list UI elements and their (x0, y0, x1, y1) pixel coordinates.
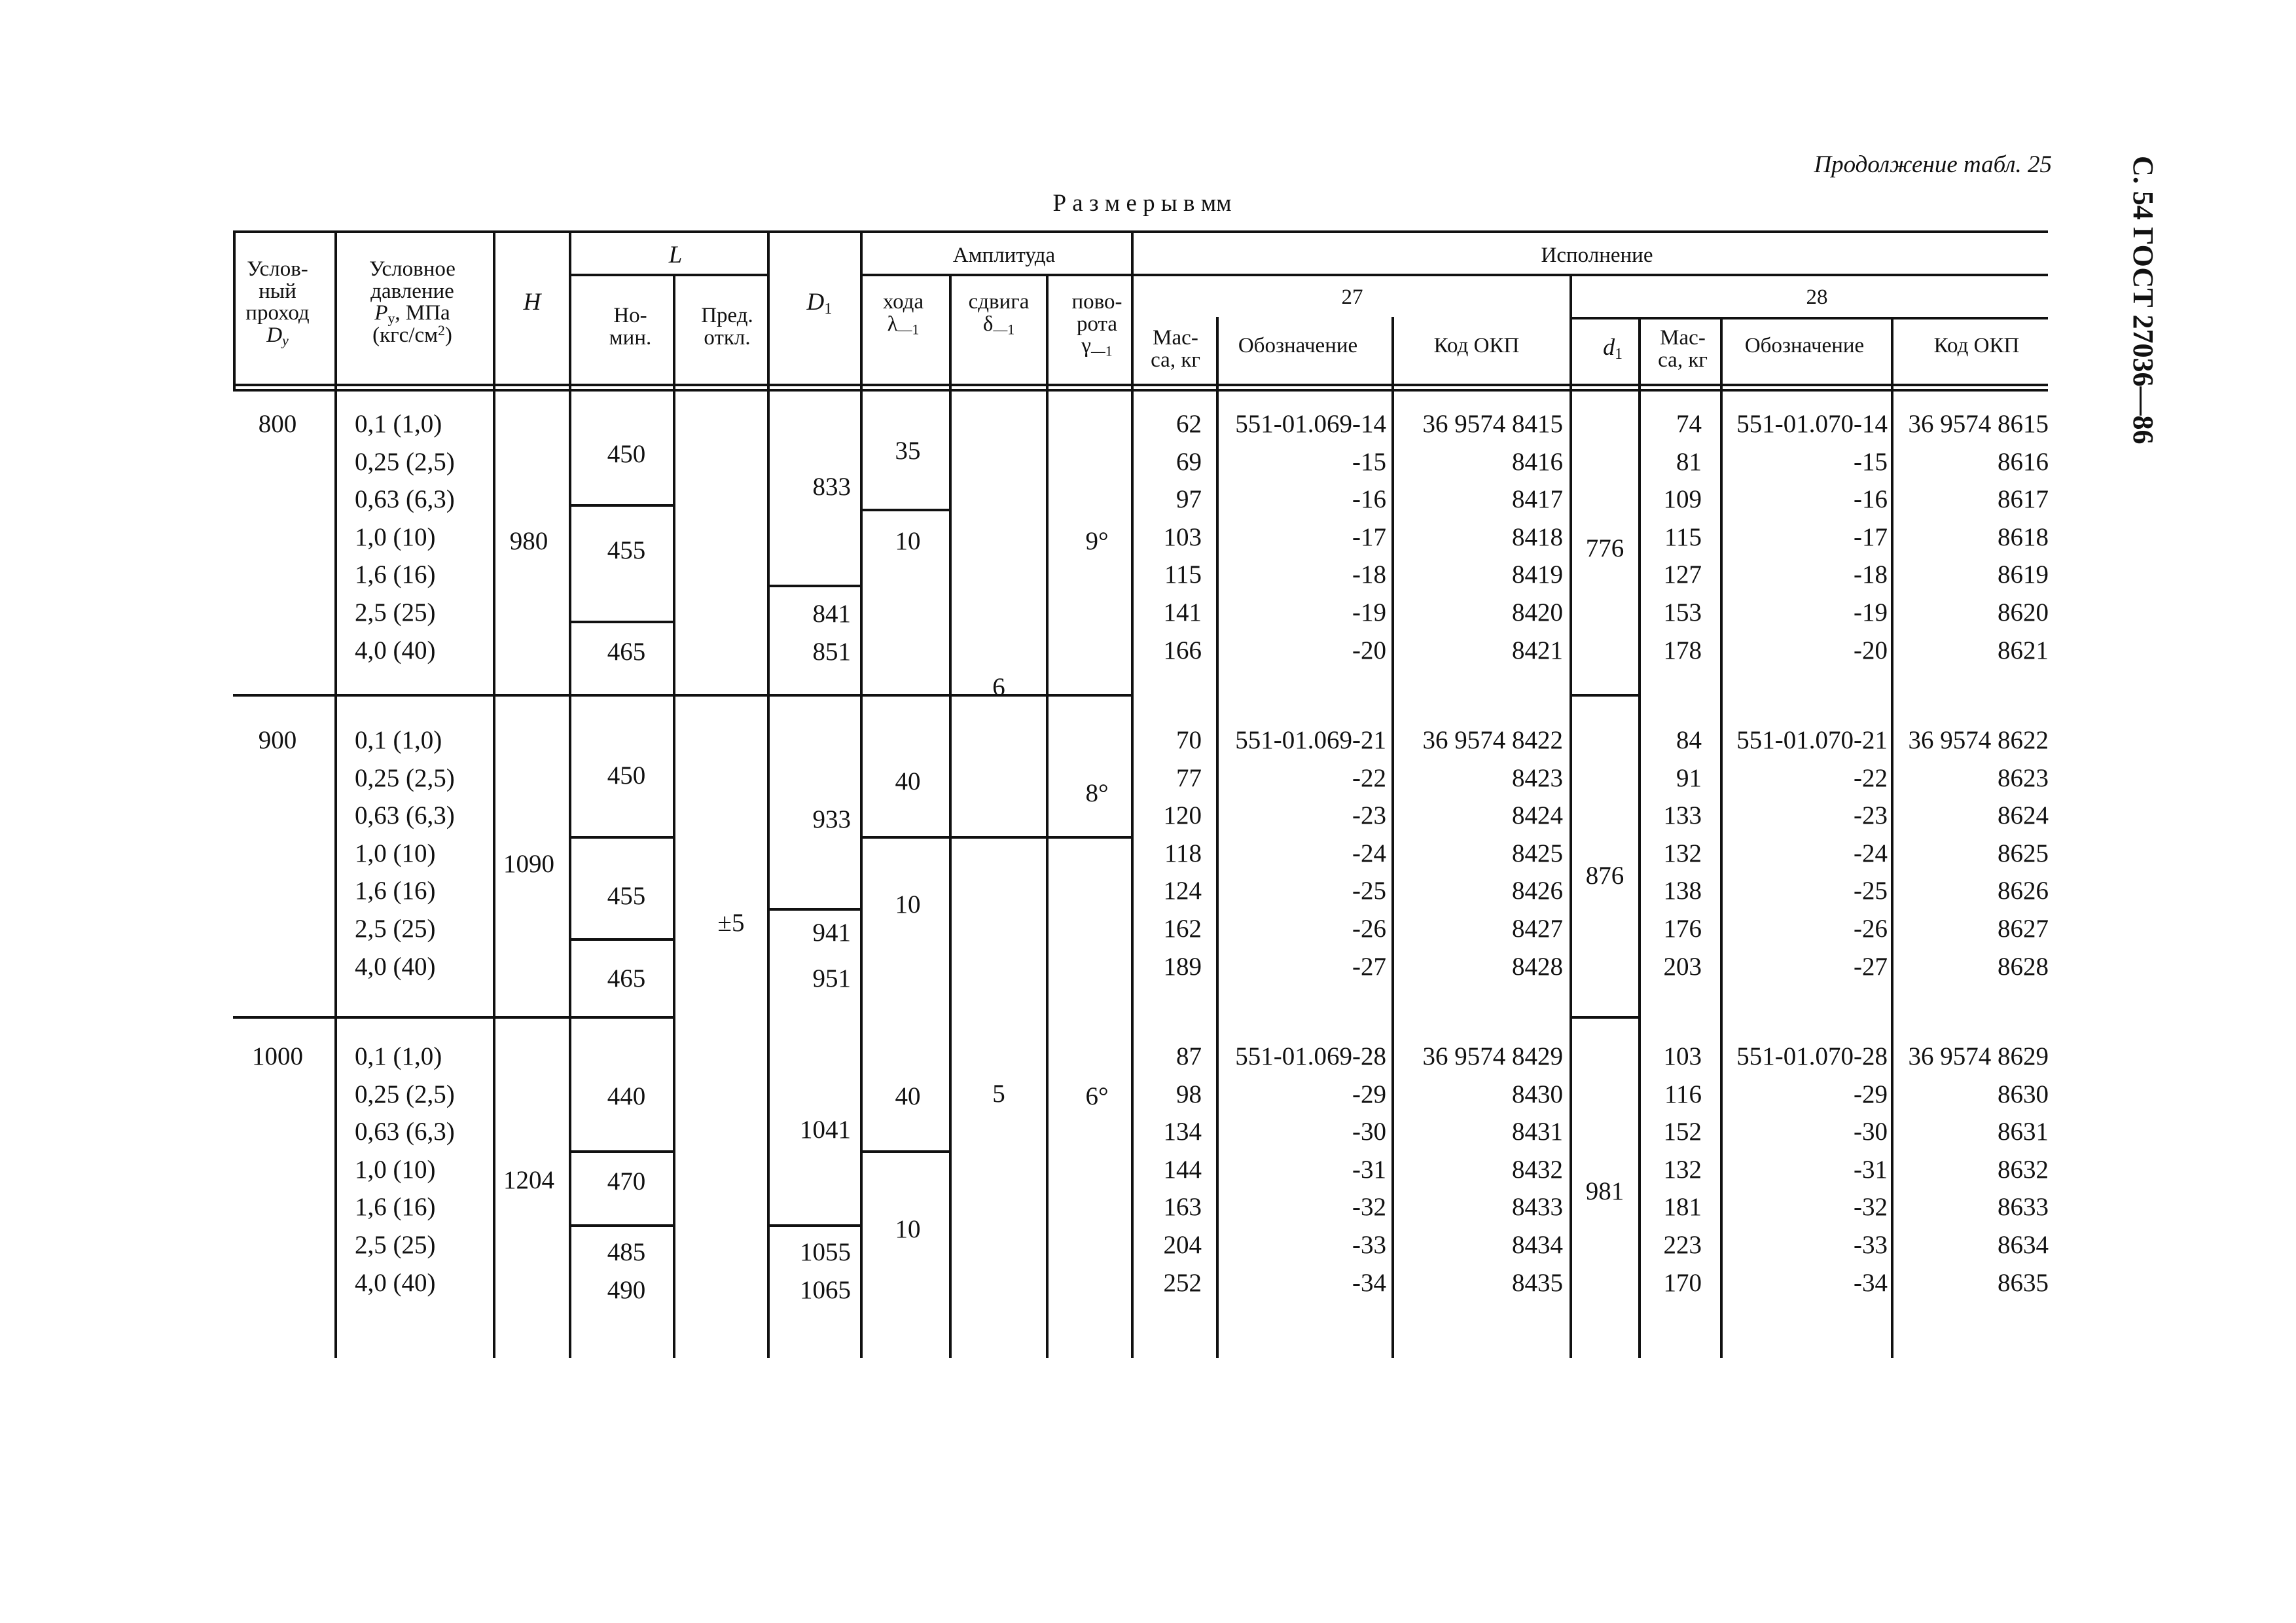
cell-okp-28: 8617 (1998, 485, 2049, 514)
cell-mass-27: 77 (1176, 763, 1202, 792)
cell-designation-28: 551-01.070-14 (1736, 410, 1888, 438)
cell-designation-27: 551-01.069-21 (1235, 726, 1386, 754)
cell-mass-27: 124 (1163, 877, 1202, 905)
cell-L-nominal: 465 (607, 964, 646, 993)
L-sub-rule (569, 504, 673, 507)
cell-H: 980 (509, 527, 548, 555)
header-sdviga-symbol (969, 314, 1030, 336)
cell-okp-27: 8426 (1512, 877, 1563, 905)
cell-pressure: 4,0 (40) (355, 1268, 436, 1297)
cell-okp-27: 8431 (1512, 1118, 1563, 1146)
header-khoda-symbol (883, 314, 924, 336)
cell-D1: 951 (812, 964, 851, 993)
cell-okp-27: 8419 (1512, 560, 1563, 589)
cell-designation-28: -34 (1854, 1268, 1888, 1297)
header-sdviga-word: сдвига (968, 290, 1030, 314)
header-pressure-sym: P (374, 301, 388, 325)
cell-mass-27: 120 (1163, 801, 1202, 830)
cell-designation-27: -20 (1352, 636, 1386, 665)
cell-mass-28: 84 (1676, 726, 1702, 754)
cell-L-nominal: 490 (607, 1276, 646, 1304)
khoda-sub-rule (860, 509, 949, 511)
cell-designation-27: -22 (1352, 763, 1386, 792)
cell-designation-28: -20 (1854, 636, 1888, 665)
cell-designation-28: -17 (1854, 522, 1888, 551)
header-L-nominal (609, 305, 651, 349)
cell-okp-27: 8417 (1512, 485, 1563, 514)
header-sdviga-sub: —1 (993, 321, 1015, 338)
cell-mass-27: 189 (1163, 952, 1202, 981)
header-d1-sym: d (1603, 334, 1615, 360)
cell-pressure: 0,1 (1,0) (355, 410, 442, 438)
col-rule-khoda (860, 230, 863, 1358)
cell-D1: 1055 (800, 1238, 851, 1266)
cell-okp-28: 8631 (1998, 1118, 2049, 1146)
col-rule-sdviga (949, 274, 952, 1358)
group-separator-2 (233, 1016, 673, 1019)
cell-pressure: 0,63 (6,3) (355, 801, 455, 830)
cell-designation-27: -27 (1352, 952, 1386, 981)
header-dy-line2: ный (259, 279, 296, 303)
header-ispolnenie: Исполнение (1541, 244, 1653, 267)
cell-mass-28: 178 (1663, 636, 1702, 665)
cell-pressure: 1,0 (10) (355, 1155, 436, 1184)
cell-designation-27: 551-01.069-28 (1235, 1042, 1386, 1070)
cell-okp-28: 8634 (1998, 1231, 2049, 1259)
cell-okp-27: 8421 (1512, 636, 1563, 665)
header-dy-line1: Услов- (247, 257, 308, 281)
cell-L-nominal: 450 (607, 761, 646, 790)
header-pressure-sub: у (387, 310, 395, 327)
header-d1-sub: 1 (1615, 345, 1623, 363)
header-pressure-kgf (369, 325, 456, 347)
header-mass-27-line1: Мас- (1153, 326, 1198, 350)
header-mass-28-line1: Мас- (1660, 326, 1706, 350)
cell-pressure: 1,6 (16) (355, 560, 436, 589)
header-pressure-unit: , МПа (395, 301, 450, 325)
cell-H: 1204 (503, 1166, 554, 1194)
cell-khoda: 40 (895, 1082, 921, 1110)
cell-D1: 833 (812, 473, 851, 501)
header-D1 (806, 289, 833, 318)
cell-L-nominal: 455 (607, 882, 646, 910)
header-okp-27: Код ОКП (1433, 334, 1520, 357)
header-povorota-line1: пово- (1071, 290, 1122, 314)
cell-mass-27: 69 (1176, 447, 1202, 476)
cell-okp-27: 8434 (1512, 1231, 1563, 1259)
header-rule-lower (233, 389, 2048, 392)
cell-mass-27: 103 (1163, 522, 1202, 551)
cell-mass-28: 109 (1663, 485, 1702, 514)
cell-okp-27: 8430 (1512, 1080, 1563, 1108)
cell-mass-27: 97 (1176, 485, 1202, 514)
table-left-rule (233, 230, 236, 389)
header-L: L (668, 242, 683, 268)
cell-mass-27: 70 (1176, 726, 1202, 754)
cell-pressure: 0,25 (2,5) (355, 447, 455, 476)
cell-designation-28: 551-01.070-21 (1736, 726, 1888, 754)
col-rule-oboz27 (1216, 317, 1219, 1358)
cell-mass-28: 115 (1664, 522, 1702, 551)
cell-mass-28: 132 (1663, 839, 1702, 867)
cell-mass-28: 223 (1663, 1231, 1702, 1259)
col-rule-pressure (334, 230, 337, 1358)
cell-okp-27: 8423 (1512, 763, 1563, 792)
version-28-header-rule (1570, 317, 2048, 319)
header-khoda-word: хода (882, 290, 924, 314)
cell-okp-28: 36 9574 8615 (1908, 410, 2049, 438)
L-sub-rule (569, 621, 673, 623)
cell-sdviga-group-2: 5 (992, 1080, 1005, 1108)
cell-khoda: 35 (895, 437, 921, 465)
header-pressure-line1: Условное (369, 257, 456, 281)
cell-designation-27: -16 (1352, 485, 1386, 514)
cell-designation-28: 551-01.070-28 (1736, 1042, 1888, 1070)
header-H: H (523, 289, 541, 316)
cell-designation-28: -31 (1854, 1155, 1888, 1184)
cell-pressure: 0,63 (6,3) (355, 485, 455, 514)
cell-designation-28: -19 (1854, 598, 1888, 627)
D1-sub-rule (767, 908, 860, 911)
col-rule-H (493, 230, 495, 1358)
cell-D1: 941 (812, 919, 851, 947)
cell-mass-27: 98 (1176, 1080, 1202, 1108)
header-povorota-sub: —1 (1090, 343, 1113, 359)
header-mass-28-line2: са, кг (1658, 348, 1708, 372)
cell-okp-28: 8626 (1998, 877, 2049, 905)
d1-separator-2 (1570, 1016, 1640, 1019)
cell-designation-28: -33 (1854, 1231, 1888, 1259)
header-d1 (1603, 334, 1623, 363)
cell-designation-27: -33 (1352, 1231, 1386, 1259)
cell-okp-27: 36 9574 8429 (1422, 1042, 1563, 1070)
cell-pressure: 4,0 (40) (355, 952, 436, 981)
cell-pressure: 0,1 (1,0) (355, 1042, 442, 1070)
cell-mass-28: 181 (1663, 1193, 1702, 1222)
cell-designation-28: -26 (1854, 915, 1888, 943)
cell-okp-28: 8623 (1998, 763, 2049, 792)
cell-mass-28: 203 (1663, 952, 1702, 981)
header-version-27: 27 (1341, 285, 1363, 309)
cell-designation-28: -23 (1854, 801, 1888, 830)
col-rule-mass27 (1131, 230, 1134, 1358)
cell-okp-27: 8420 (1512, 598, 1563, 627)
header-khoda-sub: —1 (897, 321, 920, 338)
col-rule-L-tol (673, 274, 675, 1358)
cell-pressure: 1,0 (10) (355, 839, 436, 867)
header-designation-28: Обозначение (1744, 334, 1865, 357)
L-sub-rule (569, 1150, 673, 1153)
cell-designation-27: -25 (1352, 877, 1386, 905)
cell-pressure: 0,25 (2,5) (355, 763, 455, 792)
L-sub-rule (569, 836, 673, 839)
cell-okp-28: 36 9574 8629 (1908, 1042, 2049, 1070)
cell-okp-28: 8633 (1998, 1193, 2049, 1222)
cell-okp-27: 8427 (1512, 915, 1563, 943)
cell-D1: 1065 (800, 1276, 851, 1304)
header-dy-sym: D (266, 323, 283, 347)
header-rule-upper (233, 384, 2048, 386)
cell-L-tolerance: ±5 (717, 909, 745, 937)
cell-okp-28: 8635 (1998, 1268, 2049, 1297)
cell-designation-28: -32 (1854, 1193, 1888, 1222)
cell-designation-27: 551-01.069-14 (1235, 410, 1386, 438)
cell-mass-28: 133 (1663, 801, 1702, 830)
cell-okp-27: 8432 (1512, 1155, 1563, 1184)
cell-okp-28: 8632 (1998, 1155, 2049, 1184)
cell-okp-27: 36 9574 8415 (1422, 410, 1563, 438)
header-version-28: 28 (1806, 285, 1828, 309)
header-khoda (882, 290, 924, 338)
header-povorota-sym: γ (1081, 334, 1091, 358)
cell-designation-27: -18 (1352, 560, 1386, 589)
cell-designation-28: -15 (1854, 447, 1888, 476)
cell-pressure: 1,6 (16) (355, 877, 436, 905)
cell-mass-27: 204 (1163, 1231, 1202, 1259)
header-pressure-kgf-end: ) (444, 323, 452, 347)
cell-mass-28: 74 (1676, 410, 1702, 438)
cell-mass-28: 153 (1663, 598, 1702, 627)
cell-mass-27: 134 (1163, 1118, 1202, 1146)
cell-mass-27: 115 (1164, 560, 1202, 589)
D1-sub-rule (767, 1224, 860, 1227)
header-mass-27-line2: са, кг (1151, 348, 1200, 372)
ispolnenie-header-rule (1131, 274, 2048, 276)
cell-designation-28: -16 (1854, 485, 1888, 514)
cell-D1: 841 (812, 600, 851, 628)
cell-d1: 876 (1585, 862, 1624, 890)
cell-L-nominal: 455 (607, 536, 646, 564)
cell-mass-28: 103 (1663, 1042, 1702, 1070)
amplitude-header-rule (860, 274, 1131, 276)
cell-mass-28: 152 (1663, 1118, 1702, 1146)
cell-designation-27: -17 (1352, 522, 1386, 551)
cell-okp-28: 8627 (1998, 915, 2049, 943)
cell-okp-28: 8628 (1998, 952, 2049, 981)
cell-okp-27: 36 9574 8422 (1422, 726, 1563, 754)
cell-D1: 933 (812, 805, 851, 833)
cell-okp-27: 8428 (1512, 952, 1563, 981)
cell-povorota: 8° (1085, 779, 1109, 807)
header-L-tolerance (701, 305, 753, 349)
D1-sub-rule (767, 585, 860, 587)
header-pressure (369, 259, 456, 347)
continuation-note: Продолжение табл. 25 (1814, 151, 2052, 178)
side-header (2128, 156, 2157, 445)
header-dy-line3: проход (245, 301, 310, 325)
header-L-nominal-line2: мин. (609, 325, 652, 350)
cell-okp-28: 8619 (1998, 560, 2049, 589)
units-note: Р а з м е р ы в мм (1052, 190, 1232, 217)
cell-okp-27: 8435 (1512, 1268, 1563, 1297)
cell-mass-27: 87 (1176, 1042, 1202, 1070)
cell-d1: 981 (1585, 1177, 1624, 1205)
cell-mass-28: 81 (1676, 447, 1702, 476)
header-dy-sub: у (282, 333, 289, 349)
cell-pressure: 0,1 (1,0) (355, 726, 442, 754)
header-povorota-line2: рота (1076, 312, 1118, 336)
cell-designation-28: -29 (1854, 1080, 1888, 1108)
header-D1-sub: 1 (824, 300, 833, 318)
cell-designation-27: -24 (1352, 839, 1386, 867)
header-okp-28: Код ОКП (1933, 334, 2020, 357)
cell-pressure: 4,0 (40) (355, 636, 436, 665)
cell-okp-28: 8624 (1998, 801, 2049, 830)
cell-okp-27: 8424 (1512, 801, 1563, 830)
table-top-rule (233, 230, 2048, 233)
col-rule-oboz28 (1720, 317, 1723, 1358)
header-pressure-symbol (369, 302, 456, 325)
header-sdviga (968, 290, 1030, 338)
cell-designation-27: -32 (1352, 1193, 1386, 1222)
cell-pressure: 2,5 (25) (355, 1231, 436, 1259)
col-rule-mass28 (1638, 317, 1641, 1358)
col-rule-D1 (767, 230, 770, 1358)
cell-mass-28: 132 (1663, 1155, 1702, 1184)
cell-okp-27: 8418 (1512, 522, 1563, 551)
cell-pressure: 2,5 (25) (355, 598, 436, 627)
cell-mass-28: 91 (1676, 763, 1702, 792)
header-povorota-symbol (1071, 335, 1122, 357)
cell-mass-28: 127 (1663, 560, 1702, 589)
col-rule-L (569, 230, 571, 1358)
header-pressure-kgf-text: (кгс/см (372, 323, 438, 347)
header-povorota (1071, 291, 1122, 357)
cell-khoda: 10 (895, 1215, 921, 1243)
cell-okp-28: 8618 (1998, 522, 2049, 551)
cell-okp-27: 8416 (1512, 447, 1563, 476)
cell-sdviga-group-1: 6 (992, 673, 1005, 701)
header-L-nominal-line1: Но- (613, 304, 647, 327)
cell-mass-27: 144 (1163, 1155, 1202, 1184)
header-khoda-sym: λ (887, 312, 898, 336)
cell-povorota: 9° (1085, 527, 1109, 555)
cell-designation-28: -22 (1854, 763, 1888, 792)
L-sub-rule (569, 938, 673, 941)
cell-designation-28: -30 (1854, 1118, 1888, 1146)
cell-okp-28: 8620 (1998, 598, 2049, 627)
col-rule-povorota (1046, 274, 1049, 1358)
header-dy (245, 259, 309, 347)
cell-designation-27: -15 (1352, 447, 1386, 476)
cell-mass-28: 116 (1664, 1080, 1702, 1108)
cell-mass-27: 163 (1163, 1193, 1202, 1222)
cell-designation-28: -25 (1854, 877, 1888, 905)
cell-designation-27: -29 (1352, 1080, 1386, 1108)
side-header-text: С. 54 ГОСТ 27036—86 (2127, 156, 2159, 445)
cell-khoda: 10 (895, 527, 921, 555)
cell-mass-27: 118 (1164, 839, 1202, 867)
cell-pressure: 0,25 (2,5) (355, 1080, 455, 1108)
cell-L-nominal: 465 (607, 638, 646, 666)
L-sub-rule (569, 1224, 673, 1227)
col-rule-kod27 (1391, 317, 1394, 1358)
povorota-sub-rule (1046, 694, 1131, 697)
cell-pressure: 0,63 (6,3) (355, 1118, 455, 1146)
cell-okp-28: 8625 (1998, 839, 2049, 867)
cell-povorota: 6° (1085, 1082, 1109, 1110)
cell-designation-27: -19 (1352, 598, 1386, 627)
header-dy-symbol (245, 325, 309, 347)
cell-mass-27: 141 (1163, 598, 1202, 627)
header-pressure-line2: давление (370, 279, 454, 303)
cell-designation-27: -23 (1352, 801, 1386, 830)
cell-designation-27: -26 (1352, 915, 1386, 943)
cell-dy: 900 (258, 726, 297, 754)
cell-mass-28: 176 (1663, 915, 1702, 943)
header-mass-27 (1151, 327, 1200, 371)
header-sdviga-sym: δ (982, 312, 994, 336)
cell-khoda: 10 (895, 890, 921, 919)
cell-designation-28: -24 (1854, 839, 1888, 867)
d1-separator-1 (1570, 694, 1640, 697)
cell-pressure: 2,5 (25) (355, 915, 436, 943)
cell-okp-28: 8616 (1998, 447, 2049, 476)
cell-L-nominal: 485 (607, 1238, 646, 1266)
cell-okp-27: 8425 (1512, 839, 1563, 867)
header-pressure-kgf-sup: 2 (438, 323, 445, 339)
header-designation-27: Обозначение (1238, 334, 1358, 357)
cell-designation-28: -27 (1854, 952, 1888, 981)
khoda-sub-rule (860, 836, 1131, 839)
col-rule-d1 (1570, 274, 1572, 1358)
cell-L-nominal: 450 (607, 440, 646, 468)
cell-okp-28: 36 9574 8622 (1908, 726, 2049, 754)
cell-okp-28: 8630 (1998, 1080, 2049, 1108)
cell-mass-27: 62 (1176, 410, 1202, 438)
cell-H: 1090 (503, 850, 554, 878)
cell-D1: 1041 (800, 1116, 851, 1144)
cell-mass-27: 252 (1163, 1268, 1202, 1297)
cell-designation-28: -18 (1854, 560, 1888, 589)
cell-khoda: 40 (895, 767, 921, 795)
L-header-rule (571, 274, 767, 276)
cell-D1: 851 (812, 638, 851, 666)
cell-d1: 776 (1585, 534, 1624, 562)
cell-dy: 800 (258, 410, 297, 438)
header-L-tolerance-line1: Пред. (701, 304, 753, 327)
header-D1-sym: D (806, 289, 825, 316)
cell-mass-28: 138 (1663, 877, 1702, 905)
cell-mass-28: 170 (1663, 1268, 1702, 1297)
khoda-sub-rule (860, 1150, 949, 1153)
cell-mass-27: 166 (1163, 636, 1202, 665)
header-L-tolerance-line2: откл. (704, 325, 751, 350)
cell-designation-27: -34 (1352, 1268, 1386, 1297)
header-mass-28 (1658, 327, 1708, 371)
cell-mass-27: 162 (1163, 915, 1202, 943)
cell-L-nominal: 440 (607, 1082, 646, 1110)
cell-pressure: 1,0 (10) (355, 522, 436, 551)
col-rule-kod28 (1891, 317, 1893, 1358)
cell-okp-28: 8621 (1998, 636, 2049, 665)
cell-designation-27: -31 (1352, 1155, 1386, 1184)
header-amplitude: Амплитуда (952, 244, 1056, 267)
cell-okp-27: 8433 (1512, 1193, 1563, 1222)
cell-L-nominal: 470 (607, 1167, 646, 1195)
cell-dy: 1000 (252, 1042, 303, 1070)
cell-designation-27: -30 (1352, 1118, 1386, 1146)
cell-pressure: 1,6 (16) (355, 1193, 436, 1222)
